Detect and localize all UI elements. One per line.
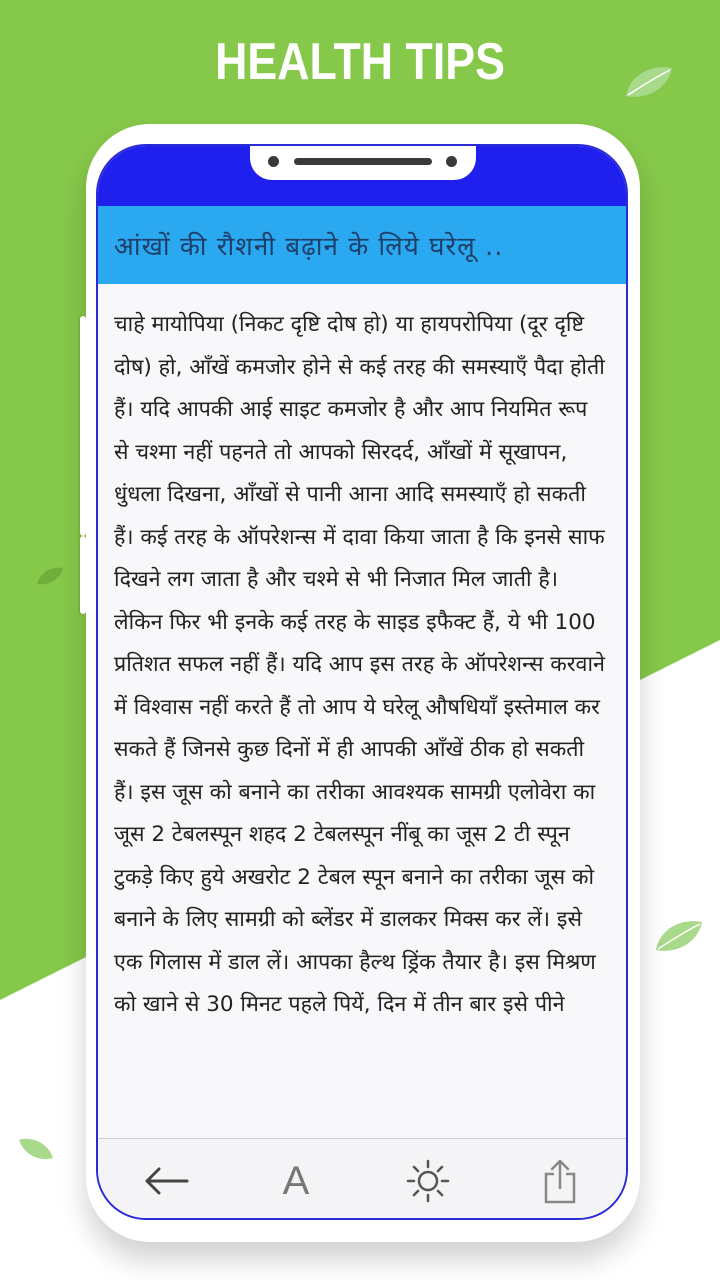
leaf-icon [36, 566, 64, 586]
bottom-toolbar [98, 1138, 626, 1220]
article-body: चाहे मायोपिया (निकट दृष्टि दोष हो) या हायपरोपिया (दूर दृष्टि दोष) हो, आँखें कमजोर होने से कई तरह की समस्याएँ पैदा होती हैं। यदि आपकी आई साइट कमजोर है और आप नियमित रूप से चश्मा नहीं पहनते तो आपको सिरदर्द, आँखों में सूखापन, धुंधला दिखना, आँखों से पानी आना आदि समस्याएँ हो सकती हैं। कई तरह के ऑपरेशन्स में दावा किया जाता है कि इनसे साफ दिखने लग जाता है और चश्मे से भी निजात मिल जाती है। लेकिन फिर भी इनके कई तरह के साइड इफैक्ट हैं, ये भी 100 प्रतिशत सफल नहीं हैं। यदि आप इस तरह के ऑपरेशन्स करवाने में विश्वास नहीं करते हैं तो आप ये घरेलू औषधियाँ इस्तेमाल कर सकते हैं जिनसे कुछ दिनों में ही आपकी आँखें ठीक हो सकती हैं। इस जूस को बनाने का तरीका आवश्यक सामग्री एलोवेरा का जूस 2 टेबलस्पून शहद 2 टेबलस्पून नींबू का जूस 2 टी स्पून टुकड़े किए हुये अखरोट 2 टेबल स्पून बनाने का तरीका जूस को बनाने के लिए सामग्री को ब्लेंडर में डालकर मिक्स कर लें। इसे एक गिलास में डाल लें। आपका हैल्थ ड्रिंक तैयार है। इस मिश्रण को खाने से 30 मिनट पहले पियें, दिन में तीन बार इसे पीने [114, 312, 605, 1017]
article-content[interactable] [98, 284, 626, 1138]
phone-side-button [80, 536, 86, 614]
leaf-icon [654, 918, 704, 954]
article-title: आंखों की रौशनी बढ़ाने के लिये घरेलू .. [114, 232, 504, 262]
leaf-icon [18, 1136, 54, 1162]
leaf-icon [624, 64, 674, 100]
article-title-bar [98, 206, 626, 284]
brightness-icon [405, 1158, 451, 1204]
font-size-button[interactable] [266, 1151, 326, 1211]
camera-icon [446, 156, 457, 167]
banner-title: HEALTH TIPS [215, 33, 505, 91]
phone-side-button [80, 316, 86, 536]
speaker-grille [294, 158, 432, 165]
font-size-icon: A [282, 1158, 310, 1203]
back-button[interactable] [136, 1151, 196, 1211]
phone-screen [96, 144, 628, 1220]
share-button[interactable] [530, 1151, 590, 1211]
brightness-button[interactable] [398, 1151, 458, 1211]
share-icon [543, 1158, 577, 1204]
camera-icon [268, 156, 279, 167]
notch [250, 144, 476, 180]
status-bar [98, 146, 626, 206]
back-arrow-icon [143, 1166, 189, 1196]
